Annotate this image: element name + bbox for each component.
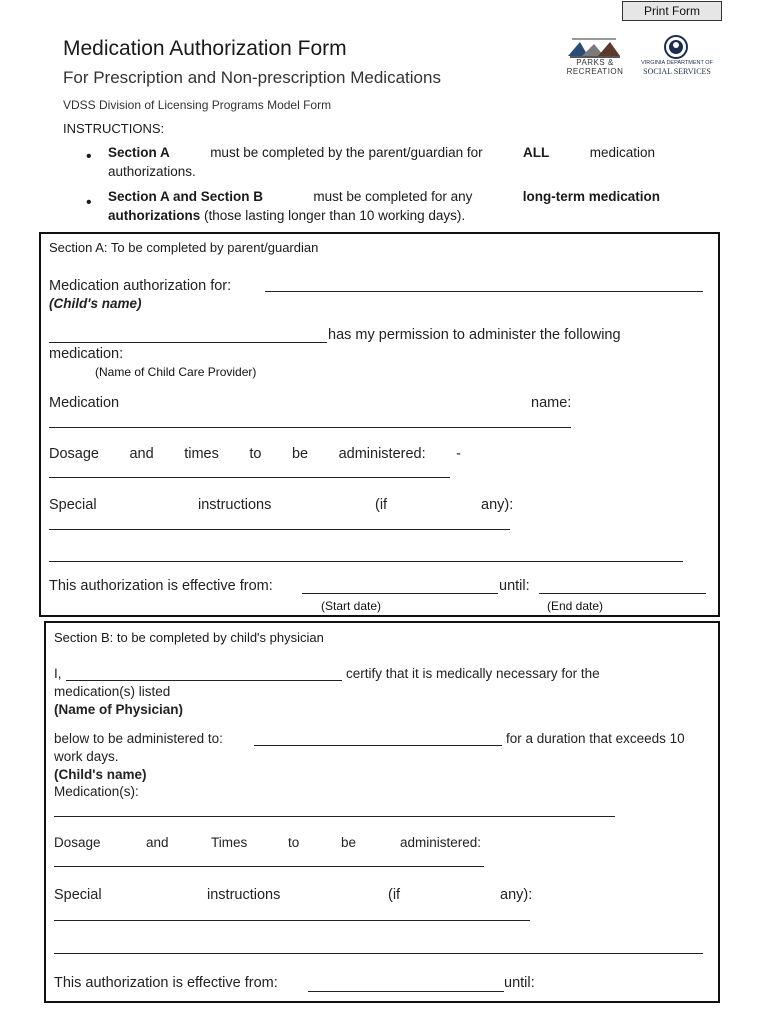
medication-colon-label: medication: xyxy=(49,346,124,362)
vdss-logo xyxy=(636,34,718,78)
dosage-field-b[interactable] xyxy=(54,866,484,867)
instruction-2-line2-bold: authorizations xyxy=(108,208,201,223)
child-name-caption: (Child's name) xyxy=(49,296,142,311)
work-days-text: work days. xyxy=(54,749,119,764)
vdss-logo-line1: VIRGINIA DEPARTMENT OF xyxy=(641,60,713,66)
medications-field[interactable] xyxy=(54,816,615,817)
bullet-icon: • xyxy=(86,148,92,165)
dosage-field-a[interactable] xyxy=(49,477,450,478)
parks-logo-line2: RECREATION xyxy=(566,67,624,76)
section-a-heading: Section A: To be completed by parent/guardian xyxy=(49,240,319,255)
physician-name-caption: (Name of Physician) xyxy=(54,702,184,717)
effective-from-label-b: This authorization is effective from: xyxy=(54,975,278,991)
medications-label: Medication(s): xyxy=(54,784,139,799)
medication-name-field[interactable] xyxy=(49,427,571,428)
instruction-2-bold: Section A and Section B xyxy=(108,189,264,204)
special-field-a-1[interactable] xyxy=(49,529,510,530)
duration-text: for a duration that exceeds 10 xyxy=(506,731,685,746)
model-form-note: VDSS Division of Licensing Programs Model Form xyxy=(63,98,332,112)
certify-text: certify that it is medically necessary for the xyxy=(346,666,600,681)
auth-for-label: Medication authorization for: xyxy=(49,278,232,294)
parks-logo-line1: PARKS & xyxy=(576,58,614,67)
meds-listed-text: medication(s) listed xyxy=(54,684,171,699)
special-field-b-1[interactable] xyxy=(54,920,530,921)
special-field-b-2[interactable] xyxy=(54,953,703,954)
dosage-label-a: Dosage and times to be administered: - xyxy=(49,446,461,462)
child-name-field-b[interactable] xyxy=(254,745,502,746)
instruction-2-line2-text: (those lasting longer than 10 working days). xyxy=(204,208,466,223)
start-date-field[interactable] xyxy=(302,593,498,594)
provider-name-field[interactable] xyxy=(49,342,327,343)
i-label: I, xyxy=(54,666,62,681)
page-title: Medication Authorization Form xyxy=(63,37,347,60)
child-name-field[interactable] xyxy=(265,291,703,292)
page-subtitle: For Prescription and Non-prescription Medications xyxy=(63,68,441,87)
section-b-box: Section B: to be completed by child's physician I, certify that it is medically necessary for the medication(s) listed (Name of Physician) below to be administered to: for a duration that exceeds 10 work days. (Child's name) Medication(s): Dosage and Times to be administered: Special instructions (if any): This authorization is effective from: until: xyxy=(44,621,720,1003)
section-a-box: Section A: To be completed by parent/guardian Medication authorization for: (Child's name) has my permission to administer the following medication: (Name of Child Care Provider) Medication name: Dosage and times to be administered: - Special instructions (if any): This authorization is effective from: until: (Start date) (End date) xyxy=(39,232,720,617)
physician-name-field[interactable] xyxy=(66,680,342,681)
bullet-icon: • xyxy=(86,194,92,211)
instruction-1-bold: Section A xyxy=(108,145,170,160)
child-name-caption-b: (Child's name) xyxy=(54,767,147,782)
instruction-1-line2: authorizations. xyxy=(108,164,196,179)
until-label-a: until: xyxy=(499,578,530,594)
section-b-heading: Section B: to be completed by child's physician xyxy=(54,630,324,645)
instruction-item-1 xyxy=(108,143,655,181)
until-label-b: until: xyxy=(504,975,535,991)
instruction-1-text: must be completed by the parent/guardian for xyxy=(210,145,483,160)
print-form-button[interactable]: Print Form xyxy=(622,1,722,21)
below-administered-text: below to be administered to: xyxy=(54,731,223,746)
special-field-a-2[interactable] xyxy=(49,561,683,562)
instructions-heading: INSTRUCTIONS: xyxy=(63,121,165,136)
instruction-1-end: medication xyxy=(589,145,655,160)
instruction-2-text: must be completed for any xyxy=(313,189,473,204)
instruction-item-2 xyxy=(108,187,660,225)
effective-from-label-a: This authorization is effective from: xyxy=(49,578,273,594)
instruction-1-all: ALL xyxy=(523,145,550,160)
start-date-field-b[interactable] xyxy=(308,991,504,992)
instruction-2-term: long-term medication xyxy=(522,189,660,204)
parks-recreation-logo xyxy=(558,36,630,80)
end-date-caption: (End date) xyxy=(547,599,604,613)
end-date-field[interactable] xyxy=(539,593,706,594)
vdss-logo-line2: SOCIAL SERVICES xyxy=(643,67,711,76)
start-date-caption: (Start date) xyxy=(321,599,382,613)
permission-text: has my permission to administer the following xyxy=(328,327,621,343)
provider-name-caption: (Name of Child Care Provider) xyxy=(95,365,257,379)
medication-name-label: Medication xyxy=(49,395,120,411)
medication-name-label-end: name: xyxy=(531,395,572,411)
